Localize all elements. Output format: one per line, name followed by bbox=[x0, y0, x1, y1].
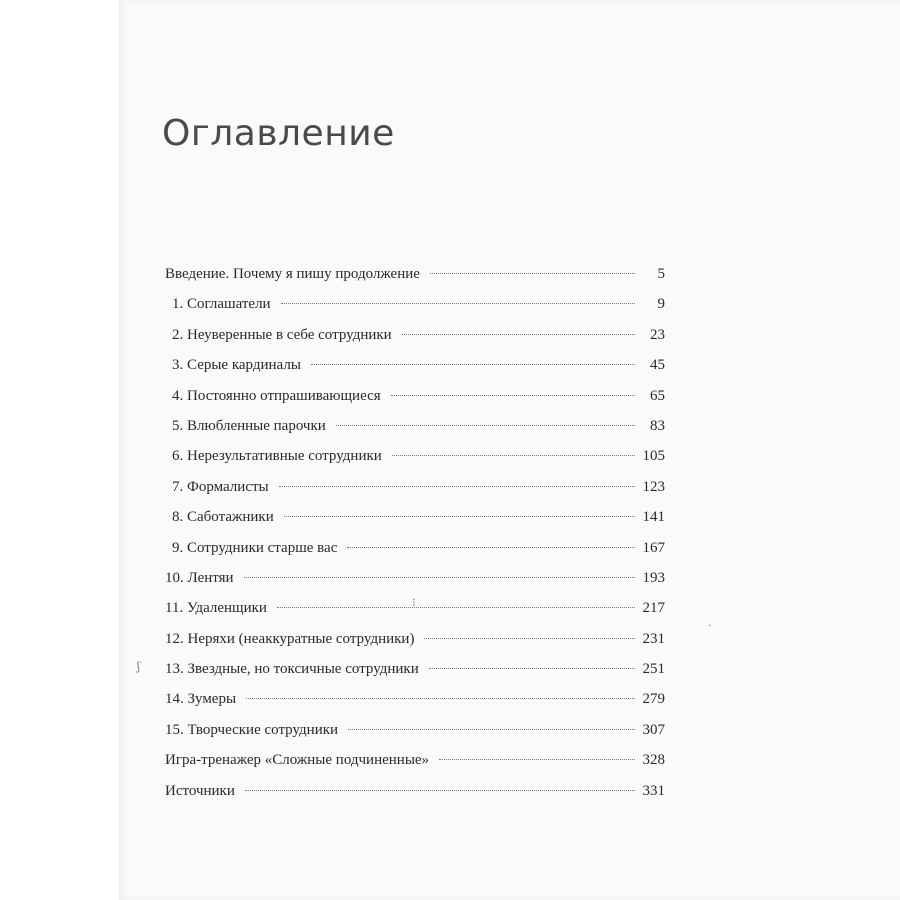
toc-entry bbox=[165, 388, 665, 418]
toc-entry-title: 11. Удаленщики bbox=[165, 600, 267, 617]
toc-entry bbox=[165, 327, 665, 357]
toc-page-number: 331 bbox=[642, 782, 665, 799]
toc-page-number: 141 bbox=[642, 509, 665, 526]
dot-leader bbox=[430, 273, 635, 274]
dot-leader bbox=[348, 729, 634, 730]
toc-page-number: 167 bbox=[642, 539, 665, 556]
toc-entry bbox=[165, 296, 665, 326]
toc-entry-title: Источники bbox=[165, 782, 235, 799]
toc-entry bbox=[165, 448, 665, 478]
toc-entry-title: 2. Неуверенные в себе сотрудники bbox=[172, 326, 392, 343]
toc-page-number: 307 bbox=[642, 721, 665, 738]
toc-page-number: 23 bbox=[650, 326, 665, 343]
dot-leader bbox=[391, 395, 635, 396]
toc-page-number: 231 bbox=[642, 630, 665, 647]
page-title: Оглавление bbox=[162, 113, 395, 154]
toc-entry bbox=[165, 479, 665, 509]
toc-entry-title: 13. Звездные, но токсичные сотрудники bbox=[165, 661, 419, 678]
dot-leader bbox=[244, 577, 635, 578]
toc-entry-title: 5. Влюбленные парочки bbox=[172, 417, 326, 434]
dot-leader bbox=[336, 425, 635, 426]
toc-entry bbox=[165, 266, 665, 296]
ink-smudge: ⁝ bbox=[412, 596, 416, 609]
dot-leader bbox=[402, 334, 635, 335]
toc-entry-title: 8. Саботажники bbox=[172, 509, 274, 526]
toc-page-number: 328 bbox=[642, 752, 665, 769]
dot-leader bbox=[281, 303, 635, 304]
dot-leader bbox=[277, 607, 635, 608]
toc-entry bbox=[165, 509, 665, 539]
toc-entry bbox=[165, 540, 665, 570]
toc-page-number: 45 bbox=[650, 357, 665, 374]
toc-entry bbox=[165, 418, 665, 448]
toc-entry-title: 12. Неряхи (неаккуратные сотрудники) bbox=[165, 630, 415, 647]
toc-entry-title: 7. Формалисты bbox=[172, 478, 269, 495]
toc-page-number: 105 bbox=[642, 448, 665, 465]
toc-page-number: 9 bbox=[657, 296, 665, 313]
dot-leader bbox=[424, 638, 634, 639]
toc-entry-title: 9. Сотрудники старше вас bbox=[172, 539, 338, 556]
toc-page-number: 65 bbox=[650, 387, 665, 404]
toc-entry-title: 14. Зумеры bbox=[165, 691, 237, 708]
toc-entry-title: 3. Серые кардиналы bbox=[172, 357, 301, 374]
toc-entry-title: Введение. Почему я пишу продолжение bbox=[165, 266, 420, 282]
toc-entry-title: 6. Нерезультативные сотрудники bbox=[172, 448, 382, 465]
toc-entry bbox=[165, 631, 665, 661]
dot-leader bbox=[284, 516, 635, 517]
toc-entry-title: 4. Постоянно отпрашивающиеся bbox=[172, 387, 381, 404]
toc-page-number: 193 bbox=[642, 569, 665, 586]
dot-leader bbox=[311, 364, 635, 365]
toc-entry-title: 1. Соглашатели bbox=[172, 296, 271, 313]
toc-entry bbox=[165, 752, 665, 782]
dot-leader bbox=[392, 455, 635, 456]
toc-page-number: 123 bbox=[642, 478, 665, 495]
toc-entry-title: 10. Лентяи bbox=[165, 569, 234, 586]
dot-leader bbox=[439, 759, 634, 760]
ink-smudge: · bbox=[708, 619, 712, 632]
toc-page-number: 251 bbox=[642, 661, 665, 678]
toc-page-number: 83 bbox=[650, 417, 665, 434]
table-of-contents bbox=[165, 266, 665, 813]
toc-page-number: 5 bbox=[657, 266, 665, 282]
ink-smudge: ʃ bbox=[137, 660, 140, 673]
dot-leader bbox=[246, 698, 634, 699]
toc-entry bbox=[165, 722, 665, 752]
dot-leader bbox=[429, 668, 635, 669]
dot-leader bbox=[347, 547, 634, 548]
toc-page-number: 279 bbox=[642, 691, 665, 708]
dot-leader bbox=[245, 790, 635, 791]
toc-entry bbox=[165, 691, 665, 721]
toc-entry bbox=[165, 783, 665, 813]
toc-page-number: 217 bbox=[642, 600, 665, 617]
toc-entry-title: Игра-тренажер «Сложные подчиненные» bbox=[165, 752, 430, 769]
toc-entry-title: 15. Творческие сотрудники bbox=[165, 721, 339, 738]
toc-entry bbox=[165, 661, 665, 691]
dot-leader bbox=[279, 486, 635, 487]
toc-entry bbox=[165, 357, 665, 387]
